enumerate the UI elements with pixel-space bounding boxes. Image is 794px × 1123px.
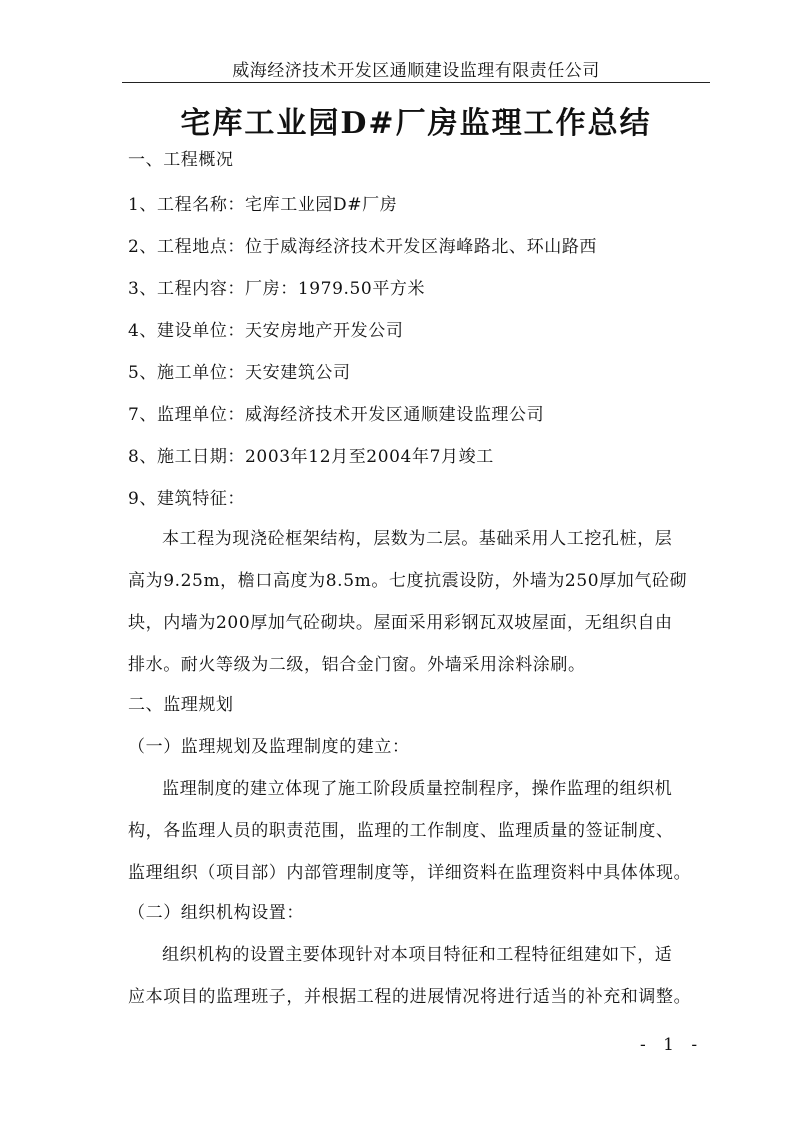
header-rule [122, 82, 710, 83]
document-title: 宅库工业园D#厂房监理工作总结 [180, 106, 652, 141]
info-item: 8、施工日期：2003年12月至2004年7月竣工 [128, 447, 494, 467]
page-header: 威海经济技术开发区通顺建设监理有限责任公司 [232, 61, 600, 81]
page-number: - 1 - [640, 1035, 704, 1055]
paragraph-line: 组织机构的设置主要体现针对本项目特征和工程特征组建如下，适 [162, 945, 673, 965]
info-item: 1、工程名称：宅库工业园D#厂房 [128, 195, 398, 215]
info-item: 9、建筑特征： [128, 489, 246, 509]
info-item: 3、工程内容：厂房：1979.50平方米 [128, 279, 426, 299]
info-item: 5、施工单位：天安建筑公司 [128, 363, 351, 383]
info-item: 4、建设单位：天安房地产开发公司 [128, 321, 404, 341]
section-heading: 一、工程概况 [128, 150, 234, 170]
paragraph-line: 本工程为现浇砼框架结构，层数为二层。基础采用人工挖孔桩，层 [162, 529, 673, 549]
paragraph-line: 排水。耐火等级为二级，铝合金门窗。外墙采用涂料涂刷。 [128, 655, 586, 675]
subsection-heading: （二）组织机构设置： [128, 903, 304, 923]
paragraph-line: 构，各监理人员的职责范围，监理的工作制度、监理质量的签证制度、 [128, 821, 674, 841]
subsection-heading: （一）监理规划及监理制度的建立： [128, 737, 410, 757]
paragraph-line: 高为9.25m，檐口高度为8.5m。七度抗震设防，外墙为250厚加气砼砌 [128, 571, 688, 591]
paragraph-line: 块，内墙为200厚加气砼砌块。屋面采用彩钢瓦双坡屋面，无组织自由 [128, 613, 673, 633]
paragraph-line: 监理制度的建立体现了施工阶段质量控制程序，操作监理的组织机 [162, 779, 673, 799]
info-item: 2、工程地点：位于威海经济技术开发区海峰路北、环山路西 [128, 237, 598, 257]
paragraph-line: 应本项目的监理班子，并根据工程的进展情况将进行适当的补充和调整。 [128, 987, 692, 1007]
paragraph-line: 监理组织（项目部）内部管理制度等，详细资料在监理资料中具体体现。 [128, 863, 692, 883]
section-heading: 二、监理规划 [128, 695, 234, 715]
info-item: 7、监理单位：威海经济技术开发区通顺建设监理公司 [128, 405, 545, 425]
